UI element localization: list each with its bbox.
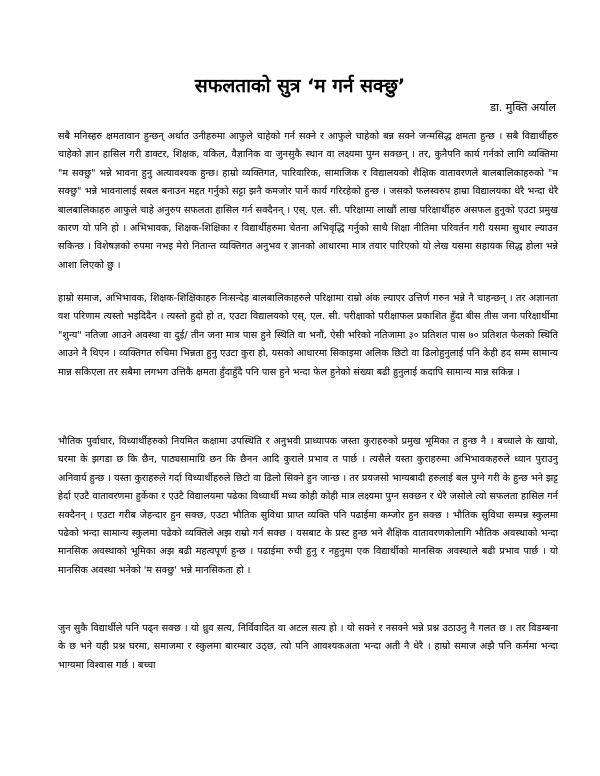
paragraph-4: जुन सुकै विद्यार्थीले पनि पढ्न सक्छ । यो ध्रुव सत्य, निर्विवादित वा अटल सत्य हो । यो सक्ने र नसक्ने भन्ने प्रश्न उठाउनु नै गलत छ । तर विडम्बना के छ भने यही प्रश्न घरमा, समाजमा र स्कुलमा बारम्बार उठ्छ, त्यो पनि आवश्यकअता भन्दा अती नै धेरै । हाम्रो समाज अझै पनि कर्ममा भन्दा भाग्यमा विश्वास गर्छ । बच्चा bbox=[58, 623, 558, 671]
paragraph-1: सबै मनिस्हरु क्षमतावान हुन्छन् अर्थात उनीहरुमा आफुले चाहेको गर्न सक्ने र आफुले चाहेको बन्न सक्ने जन्मसिद्ध क्षमता हुन्छ । सबै विद्यार्थीहरु चाहेको ज्ञान हासिल गरी डाक्टर, शिक्षक, वकिल, वैज्ञानिक वा जुनसुकै स्थान वा लक्ष्यमा पुग्न सक्छन् । तर, कुनैपनि कार्य गर्नको लागि व्यक्तिमा "म सक्छु" भन्ने भावना हुनु अत्यावश्यक हुन्छ। हाम्रो व्यक्तिगत, पारिवारिक, सामाजिक र विद्यालयको शैक्षिक वातावरणले बालबालिकाहरुको "म सक्छु" भन्ने भावनालाई सबल बनाउन मद्दत गर्नुको सट्टा झनै कमजोर पार्ने कार्य गरिरहेको हुन्छ । जसको फलस्वरुप हाम्रा विद्यालयका धेरै भन्दा धेरै बालबालिकाहरु आफुले चाहे अनुरुप सफलता हासिल गर्न सक्दैनन् । एस्. एल. सी. परिक्षामा लाखौं लाख परिक्षार्थीहरु असफल हुनुको एउटा प्रमुख कारण यो पनि हो । अभिभावक, शिक्षक-शिक्षिका र विद्यार्थीहरुमा चेतना अभिवृद्धि गर्नुको साथै शिक्षा नीतिमा परिवर्तन गरी यसमा सुधार ल्याउन सकिन्छ । विशेषज्ञको रुपमा नभइ मेरो नितान्त व्यक्तिगत अनुभव र ज्ञानको आधारमा मात्र तयार पारिएको यो लेख यसमा सहायक सिद्ध होला भन्ने आशा लिएको छु । bbox=[58, 131, 558, 271]
author-name: डा. मुक्ति अर्याल bbox=[490, 101, 556, 114]
paragraph-2: हाम्रो समाज, अभिभावक, शिक्षक-शिक्षिकाहरु निःसन्देह बालबालिकाहरुले परिक्षामा राम्रो अंक ल्याएर उत्तिर्ण गरुन भन्ने नै चाहन्छन् । तर अज्ञानता वश परिणाम त्यस्तो भइदिदैन । त्यस्तो हुदो हो त, एउटा विद्यालयको एस्. एल. सी. परीक्षाको परीक्षाफल प्रकाशित हुँदा बीस तीस जना परिक्षार्थीमा "शुन्य" नतिजा आउने अवस्था वा दुई/ तीन जना मात्र पास हुने स्थिति वा भनौं, ऐसी भरिको नतिजामा ३० प्रतिशत पास ७० प्रतिशत फेलको स्थिति आउने नै थिएन । व्यक्तिगत रुचिमा भिन्नता हुनु एउटा कुरा हो, यसको आधारमा सिकाइमा अलिक छिटो वा ढिलोहुनुलाई पनि केही हद सम्म सामान्य मान्न सकिएला तर सबैमा लगभग उत्तिकै क्षमता हुँदाहुँदै पनि पास हुने भन्दा फेल हुनेको संख्या बढी हुनुलाई कदापि सामान्य मान्न सकिन्न । bbox=[58, 293, 558, 378]
paragraph-3: भौतिक पुर्वाधार, विध्यार्थीहरुको नियमित कक्षामा उपस्थिति र अनुभवी प्राध्यापक जस्ता कुराहरुको प्रमुख भूमिका त हुन्छ नै । बच्चाले के खायो, घरमा के झगडा छ कि छैन, पाठ्यसामाग्रि छन कि छैनन आदि कुराले प्रभाव त पार्छ । त्यसैले यस्ता कुराहरुमा अभिभावकहरुले ध्यान पुराउनु अनिवार्य हुन्छ । यस्ता कुराहरुले गर्दा विध्यार्थीहरुले छिटो वा ढिलो सिक्ने हुन जान्छ । तर प्रयजसो भाग्यबादी हरुलाई बल पुग्ने गरी के हुन्छ भने झट्ट हेर्दा एउटै वातावरणमा हुर्केका र एउटै विद्यालयमा पढेका विध्यार्थी मध्य कोही कोही मात्र लक्ष्यमा पुग्न सक्छन र धेरै जसोले त्यो सफलता हासिल गर्न सक्दैनन् । एउटा गरीब जेहन्दार हुन सक्छ, एउटा भौतिक सुविधा प्राप्त व्यक्ति पनि पढाईमा कम्जोर हुन सक्छ । भौतिक सुविधा सम्पन्न स्कुलमा पढेको भन्दा सामान्य स्कुलमा पढेको व्यक्तिले अझ राम्रो गर्न सक्छ । यसबाट के प्रस्ट हुन्छ भने शैक्षिक वातावरणकोलागि भौतिक अवस्थाको भन्दा मानसिक अवस्थाको भूमिका अझ बढी महत्वपूर्ण हुन्छ । पढाईमा रुची हुनु र नहुनुमा एक विद्यार्थीको मानसिक अवस्थाले बढी प्रभाव पार्छ । यो मानसिक अवस्था भनेको 'म सक्छु' भन्ने मानसिकता हो । bbox=[58, 436, 558, 576]
page-title: सफलताको सुत्र ‘म गर्न सक्छु’ bbox=[194, 75, 406, 97]
